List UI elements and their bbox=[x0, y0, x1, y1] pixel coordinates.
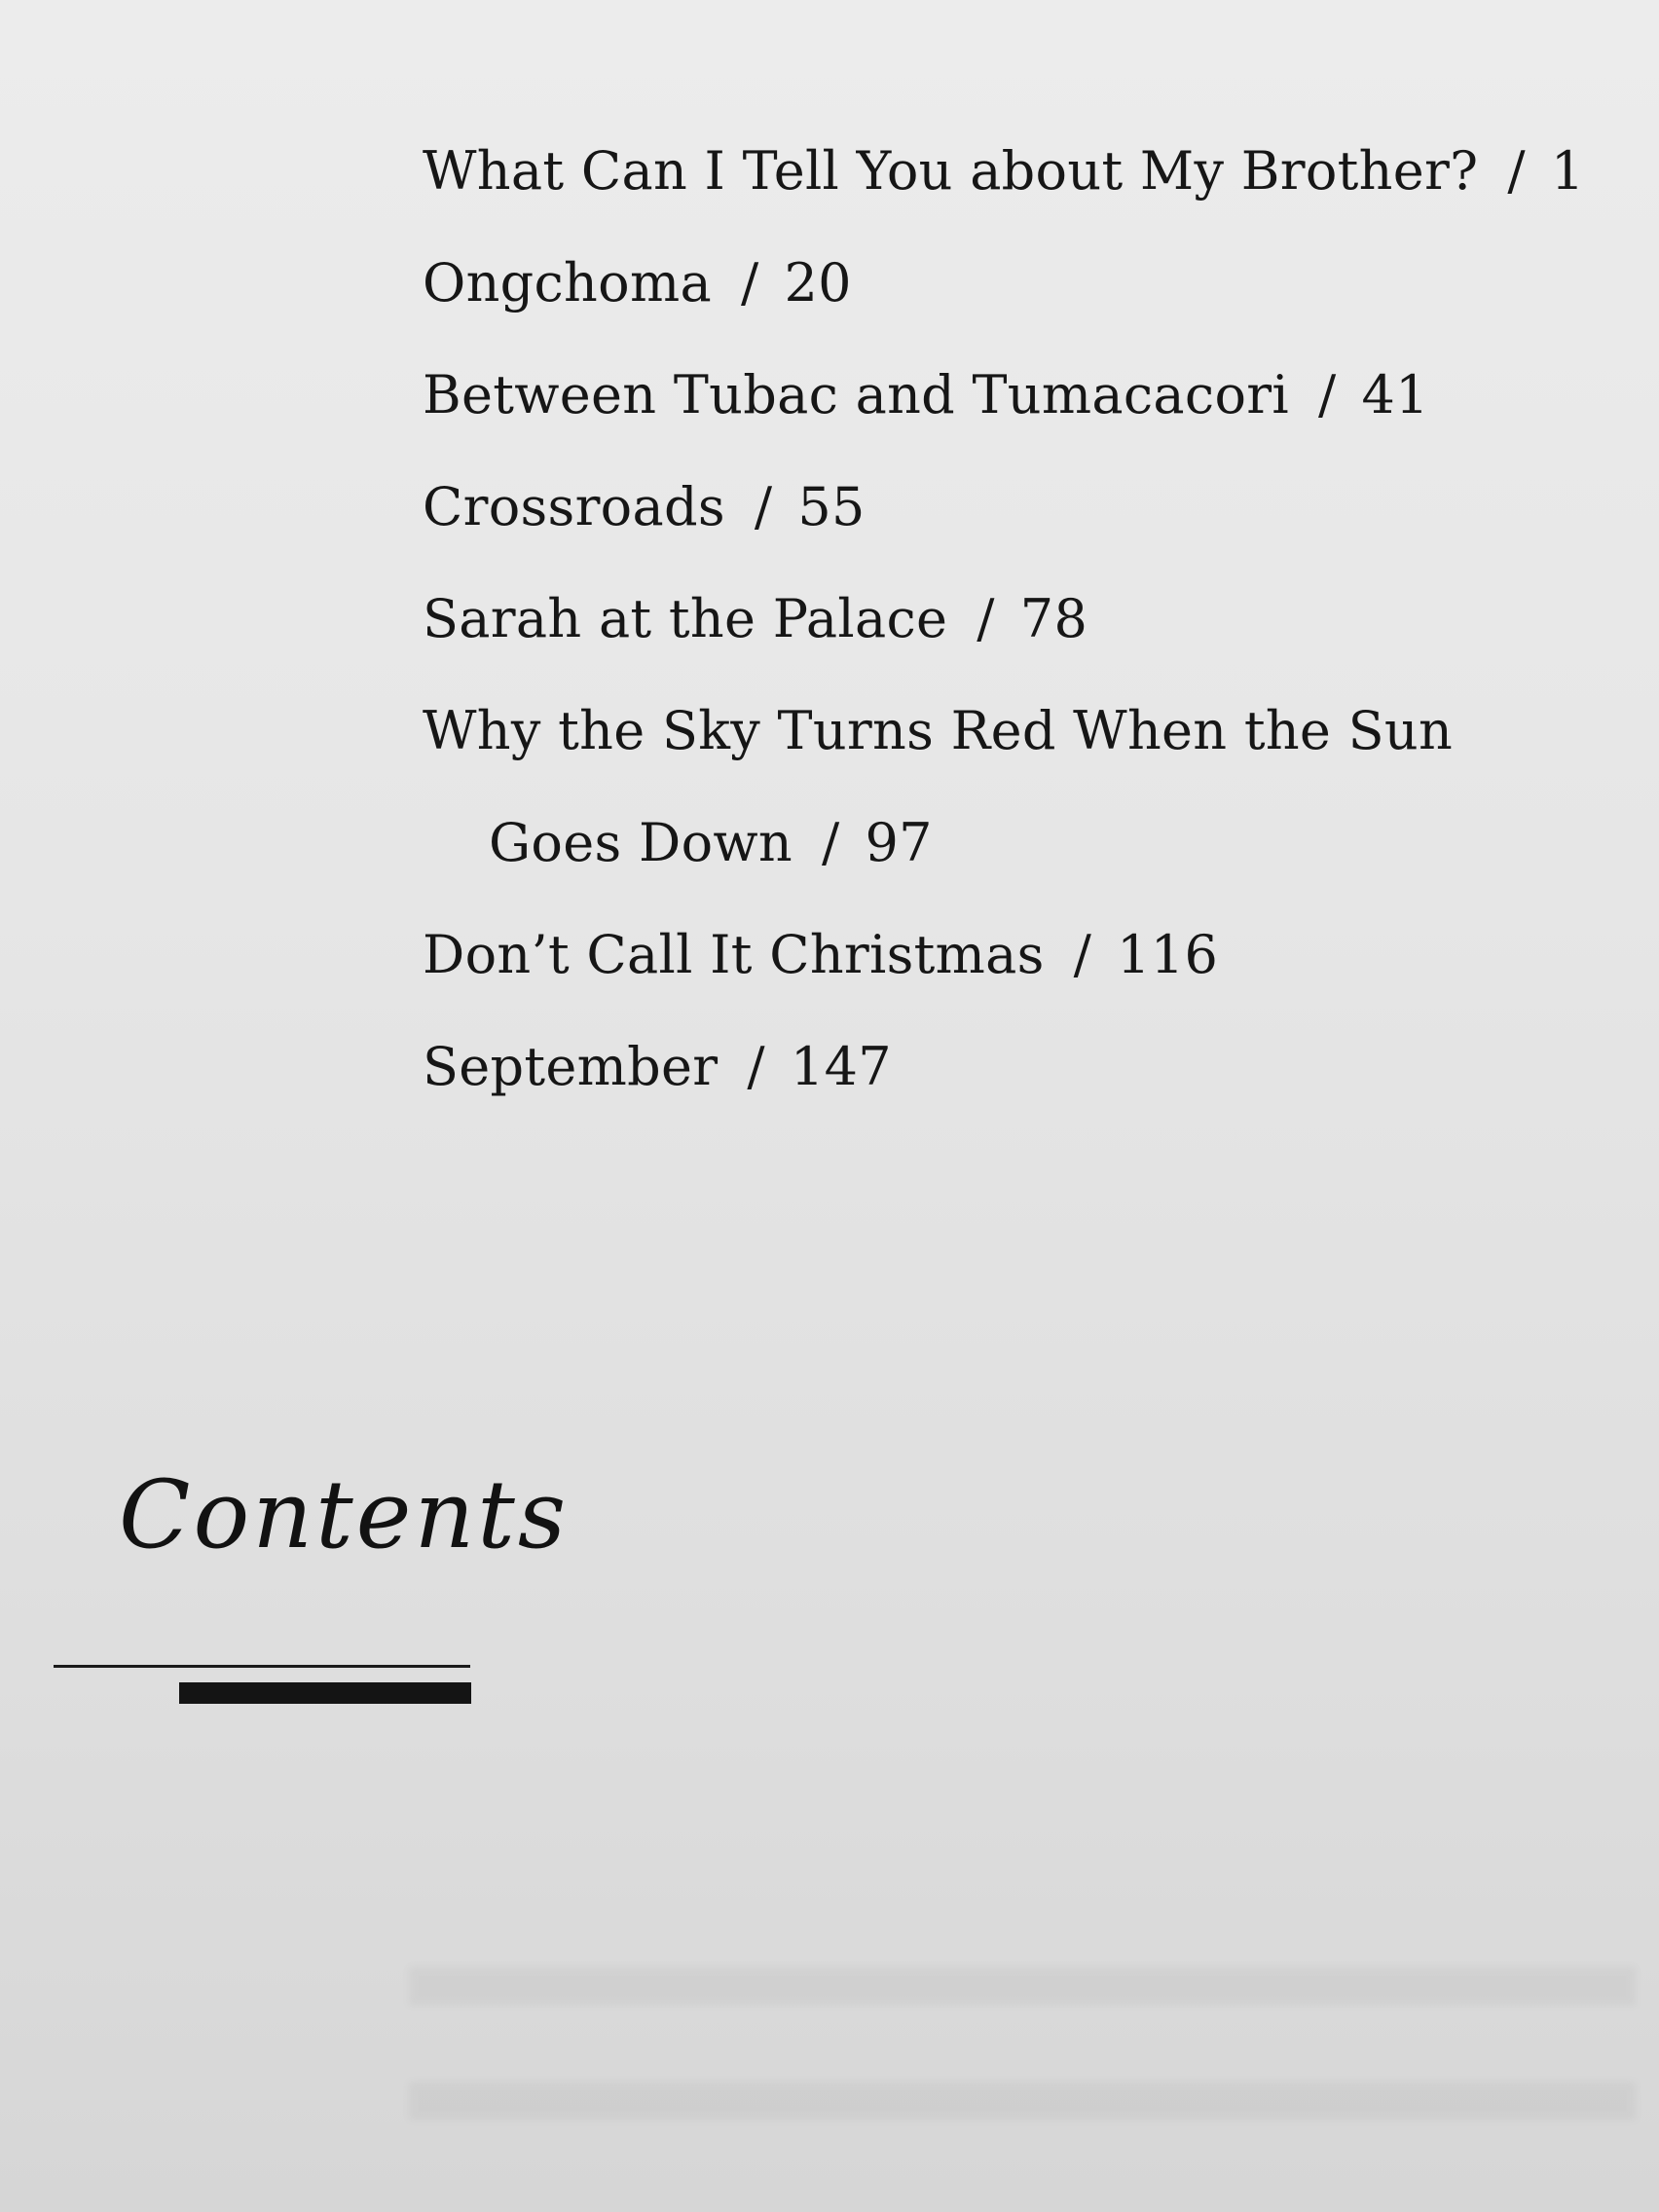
heading-thick-rule bbox=[179, 1682, 471, 1704]
toc-separator: / bbox=[822, 812, 840, 873]
toc-entry-page: 97 bbox=[865, 812, 933, 873]
toc-separator: / bbox=[740, 252, 759, 313]
toc-entry bbox=[423, 899, 1552, 1011]
toc-entry-page: 55 bbox=[797, 476, 866, 537]
toc-entry bbox=[423, 339, 1552, 451]
table-of-contents bbox=[423, 115, 1585, 1123]
heading-thin-rule bbox=[54, 1665, 470, 1668]
toc-entry-title: Ongchoma bbox=[423, 252, 712, 313]
toc-entry-title: Sarah at the Palace bbox=[423, 588, 948, 649]
toc-entry-title: Crossroads bbox=[423, 476, 725, 537]
show-through-text bbox=[409, 1899, 1636, 2191]
toc-entry bbox=[423, 563, 1552, 675]
toc-entry-page: 41 bbox=[1361, 364, 1429, 425]
toc-entry-page: 1 bbox=[1550, 140, 1585, 202]
toc-entry bbox=[423, 115, 1585, 227]
toc-entry-title: Don’t Call It Christmas bbox=[423, 924, 1045, 985]
toc-separator: / bbox=[1073, 924, 1092, 985]
contents-heading: Contents bbox=[119, 1460, 570, 1569]
toc-entry-page: 78 bbox=[1019, 588, 1088, 649]
toc-entry bbox=[423, 675, 1552, 787]
toc-entry-page: 147 bbox=[790, 1036, 892, 1097]
toc-entry-continuation bbox=[423, 787, 1552, 899]
toc-separator: / bbox=[1317, 364, 1337, 425]
toc-entry-page: 116 bbox=[1117, 924, 1219, 985]
toc-entry-title: September bbox=[423, 1036, 719, 1097]
toc-separator: / bbox=[754, 476, 773, 537]
toc-entry bbox=[423, 1011, 1552, 1123]
toc-entry-title-line2: Goes Down bbox=[489, 812, 793, 873]
toc-entry bbox=[423, 227, 1552, 339]
toc-separator: / bbox=[747, 1036, 765, 1097]
toc-entry-title: Between Tubac and Tumacacori bbox=[423, 364, 1289, 425]
toc-entry bbox=[423, 451, 1552, 563]
toc-separator: / bbox=[1507, 140, 1526, 202]
toc-entry-title-line1: Why the Sky Turns Red When the Sun bbox=[423, 700, 1454, 761]
toc-entry-page: 20 bbox=[784, 252, 852, 313]
toc-entry-title: What Can I Tell You about My Brother? bbox=[423, 140, 1479, 202]
toc-separator: / bbox=[977, 588, 995, 649]
